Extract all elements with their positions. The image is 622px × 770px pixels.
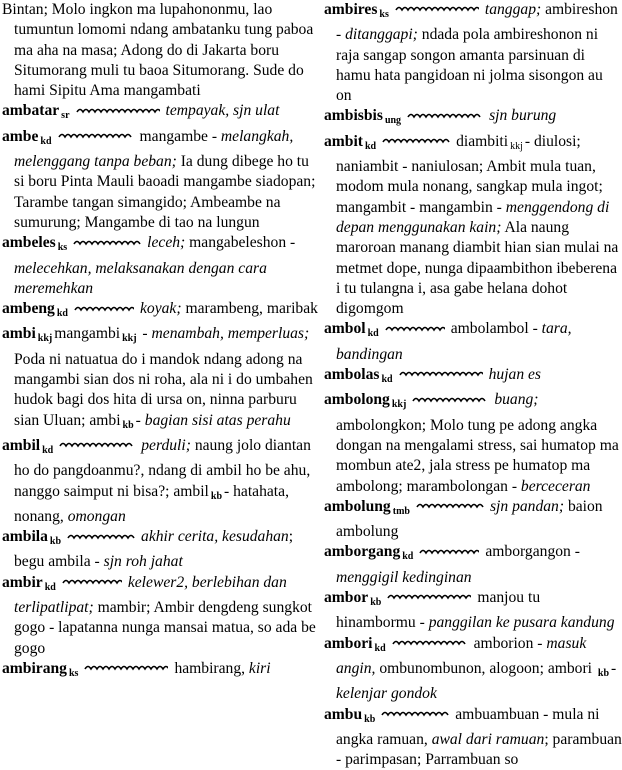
batak-script-icon [381, 709, 449, 721]
indonesian-gloss: sjn burung [489, 107, 556, 124]
text: - [611, 660, 616, 677]
dictionary-entry [2, 299, 320, 324]
dictionary-entry [324, 0, 622, 106]
dictionary-entry [2, 659, 320, 684]
headword: ambisbis [324, 107, 383, 124]
text: naung jolo diantan ho do pangdoanmu?, ndang di ambil ho be ahu, nanggo saimput ni bisa?; ambil [14, 437, 311, 500]
batak-script-icon [387, 592, 471, 604]
grammar-code: kb [364, 714, 375, 725]
dictionary-entry [324, 365, 622, 390]
dictionary-entry [2, 0, 320, 101]
text: ; parambuan - parimpasan; Parrambuan so [336, 731, 622, 768]
grammar-code: kd [365, 141, 376, 152]
grammar-code: kd [57, 308, 68, 319]
headword: ambu [324, 706, 362, 723]
headword: ambatar [2, 102, 59, 119]
text: ; begu ambila - [14, 528, 293, 570]
indonesian-gloss: tara, bandingan [336, 320, 572, 362]
dictionary-entry [2, 527, 320, 573]
text: mangambe - [140, 128, 221, 145]
headword: amborgang [324, 543, 400, 560]
grammar-code: kd [375, 643, 386, 654]
text: mambir; Ambir dengdeng sungkot gogo - lapatanna nunga mansai matua, so ada be gogo [14, 599, 316, 657]
headword: ambir [2, 574, 43, 591]
headword: ambol [324, 320, 366, 337]
headword: ambirang [2, 660, 67, 677]
indonesian-gloss: buang; [494, 391, 538, 408]
dictionary-entry [324, 390, 622, 496]
text: manjou tu hinambormu - [336, 589, 540, 631]
indonesian-gloss: awal dari ramuan [432, 731, 545, 748]
grammar-code: kd [381, 374, 392, 385]
dictionary-entry [2, 573, 320, 659]
text: marambeng, maribak [182, 300, 318, 317]
text: - hatahata, nonang, [14, 483, 289, 525]
dictionary-entry [324, 588, 622, 634]
indonesian-gloss: menggigil kedinginan [336, 569, 472, 586]
indonesian-gloss: sjn pandan; [490, 498, 564, 515]
text: ombunombunon, alogoon; ambori [375, 660, 595, 677]
grammar-code: sr [61, 110, 69, 121]
indonesian-gloss: leceh; [147, 234, 185, 251]
right-column [322, 0, 622, 768]
text: amborgangon - [485, 543, 580, 560]
text: ambuambuan - mula ni angka ramuan, [336, 706, 599, 748]
indonesian-gloss: sjn roh jahat [104, 553, 183, 570]
grammar-code: kd [45, 582, 56, 593]
grammar-code: kd [402, 551, 413, 562]
grammar-code: kd [42, 445, 53, 456]
batak-script-icon [407, 111, 483, 123]
headword: ambit [324, 133, 363, 150]
text: amborion - [474, 635, 547, 652]
dictionary-entry [324, 319, 622, 365]
dictionary-entry [2, 233, 320, 299]
grammar-code: kb [50, 536, 61, 547]
text: Ala naung maroroan manang diambit hian sian mulai na metmet dope, nunga dipaambithon ibeberena i tu tulangna i, asa gabe helana dohot digomgom [336, 219, 618, 317]
indonesian-gloss: menambah, memperluas; [152, 325, 310, 342]
batak-script-icon [59, 440, 135, 452]
headword: ambolung [324, 498, 391, 515]
batak-script-icon [76, 106, 160, 118]
indonesian-gloss: tempayak, sjn ulat [166, 102, 280, 119]
grammar-code: ks [58, 242, 67, 253]
indonesian-gloss: melecehkan, melaksanakan dengan cara meremehkan [14, 260, 267, 297]
grammar-code: tmb [393, 506, 410, 517]
batak-script-icon [395, 4, 479, 16]
text: - [136, 412, 145, 429]
headword: ambe [2, 128, 38, 145]
headword: ambeles [2, 234, 56, 251]
grammar-code: ks [69, 668, 78, 679]
indonesian-gloss: masuk angin, [336, 635, 586, 677]
batak-script-icon [419, 547, 479, 559]
batak-script-icon [74, 304, 134, 316]
text: mangambi [54, 325, 120, 342]
text: ambolongkon; Molo tung pe adong angka dongan na mengalami stress, sai humatop ma mombun ate2, jala stress pe humatop ma ambolong; marambolongan - [336, 417, 619, 495]
dictionary-entry [2, 324, 320, 435]
indonesian-gloss: panggilan ke pusara kandung [429, 614, 615, 631]
grammar-code: kb [598, 668, 609, 679]
dictionary-entry [324, 497, 622, 543]
indonesian-gloss: ditanggapi; [345, 26, 418, 43]
batak-script-icon [62, 577, 122, 589]
indonesian-gloss: tanggap; [485, 1, 541, 18]
grammar-code: kd [368, 328, 379, 339]
dictionary-entry [2, 436, 320, 527]
indonesian-gloss: omongan [68, 508, 126, 525]
indonesian-gloss: hujan es [489, 366, 541, 383]
headword: ambil [2, 437, 40, 454]
batak-script-icon [416, 501, 484, 513]
text: Bintan; Molo ingkon ma lupahononmu, lao tumuntun lomomi ndang ambatanku tung paboa ma aha na masa; Adong do di Jakarta boru Situmorang muli tu baoa Situmorang. Sude do hami Sipitu Ama mangambati [2, 1, 313, 99]
indonesian-gloss: akhir cerita, kesudahan [141, 528, 289, 545]
text: baion ambolung [336, 498, 603, 540]
indonesian-gloss: koyak; [140, 300, 182, 317]
grammar-code: ks [379, 9, 388, 20]
grammar-code: kd [40, 136, 51, 147]
batak-script-icon [58, 131, 134, 143]
grammar-code: kkj [38, 333, 52, 344]
indonesian-gloss: kelewer2, berlebihan dan terlipatlipat; [14, 574, 287, 616]
batak-script-icon [67, 532, 135, 544]
text: diambiti [456, 133, 508, 150]
dictionary-entry [2, 127, 320, 233]
grammar-code: kb [123, 420, 134, 431]
indonesian-gloss: bagian sisi atas perahu [145, 412, 291, 429]
grammar-code: ung [385, 115, 401, 126]
dictionary-entry [324, 106, 622, 131]
dictionary-entry [324, 705, 622, 770]
batak-script-icon [385, 324, 445, 336]
headword: ambolong [324, 391, 390, 408]
text: - [139, 325, 152, 342]
dictionary-entry [324, 132, 622, 320]
grammar-code: kkj [392, 399, 406, 410]
batak-script-icon [73, 238, 141, 250]
batak-script-icon [399, 369, 483, 381]
text: Ia dung dibege ho tu si boru Pinta Mauli baoadi mangambe siadopan; Tarambe tangan simangido; Ambeambe na sumurung; Mangambe di tao na lungun [14, 153, 315, 231]
batak-script-icon [84, 663, 168, 675]
grammar-code: kb [370, 597, 381, 608]
dictionary-entry [324, 542, 622, 588]
text: ndada pola ambireshonon ni raja sangap songon amanta parsinuan di hamu hata pangidoan ni jolma sisongon au on [336, 26, 603, 104]
headword: ambeng [2, 300, 55, 317]
dictionary-entry [324, 634, 622, 705]
indonesian-gloss: menggendong di depan menggunakan kain; [336, 199, 609, 236]
grammar-code: kkj [122, 333, 136, 344]
dictionary-entry [2, 101, 320, 126]
text: ambireshon - [336, 1, 618, 43]
headword: ambori [324, 635, 373, 652]
headword: ambi [2, 325, 36, 342]
batak-script-icon [382, 136, 450, 148]
indonesian-gloss: kelenjar gondok [336, 685, 437, 702]
indonesian-gloss: melangkah, melenggang tanpa beban; [14, 128, 293, 170]
indonesian-gloss: perduli; [141, 437, 191, 454]
batak-script-icon [412, 395, 488, 407]
indonesian-gloss: berceceran [521, 478, 591, 495]
grammar-code: kb [211, 491, 222, 502]
text: mangabeleshon - [185, 234, 295, 251]
headword: ambolas [324, 366, 379, 383]
batak-script-icon [392, 638, 468, 650]
headword: ambor [324, 589, 368, 606]
text: ambolambol - [451, 320, 542, 337]
headword: ambires [324, 1, 377, 18]
text: Poda ni natuatua do i mandok ndang adong na mangambi sian dos ni roha, ala ni i do umbahen hudok bagi dos hita di ursa on, ninna parburu sian Uluan; ambi [14, 351, 313, 429]
indonesian-gloss: kiri [249, 660, 271, 677]
text: - diulosi; naniambit - naniulosan; Ambit mula tuan, modom mula nonang, sangkap mula ingot; mangambit - mangambin - [336, 133, 603, 216]
grammar-code: kkj [510, 141, 523, 152]
headword: ambila [2, 528, 48, 545]
text: hambirang, [174, 660, 248, 677]
